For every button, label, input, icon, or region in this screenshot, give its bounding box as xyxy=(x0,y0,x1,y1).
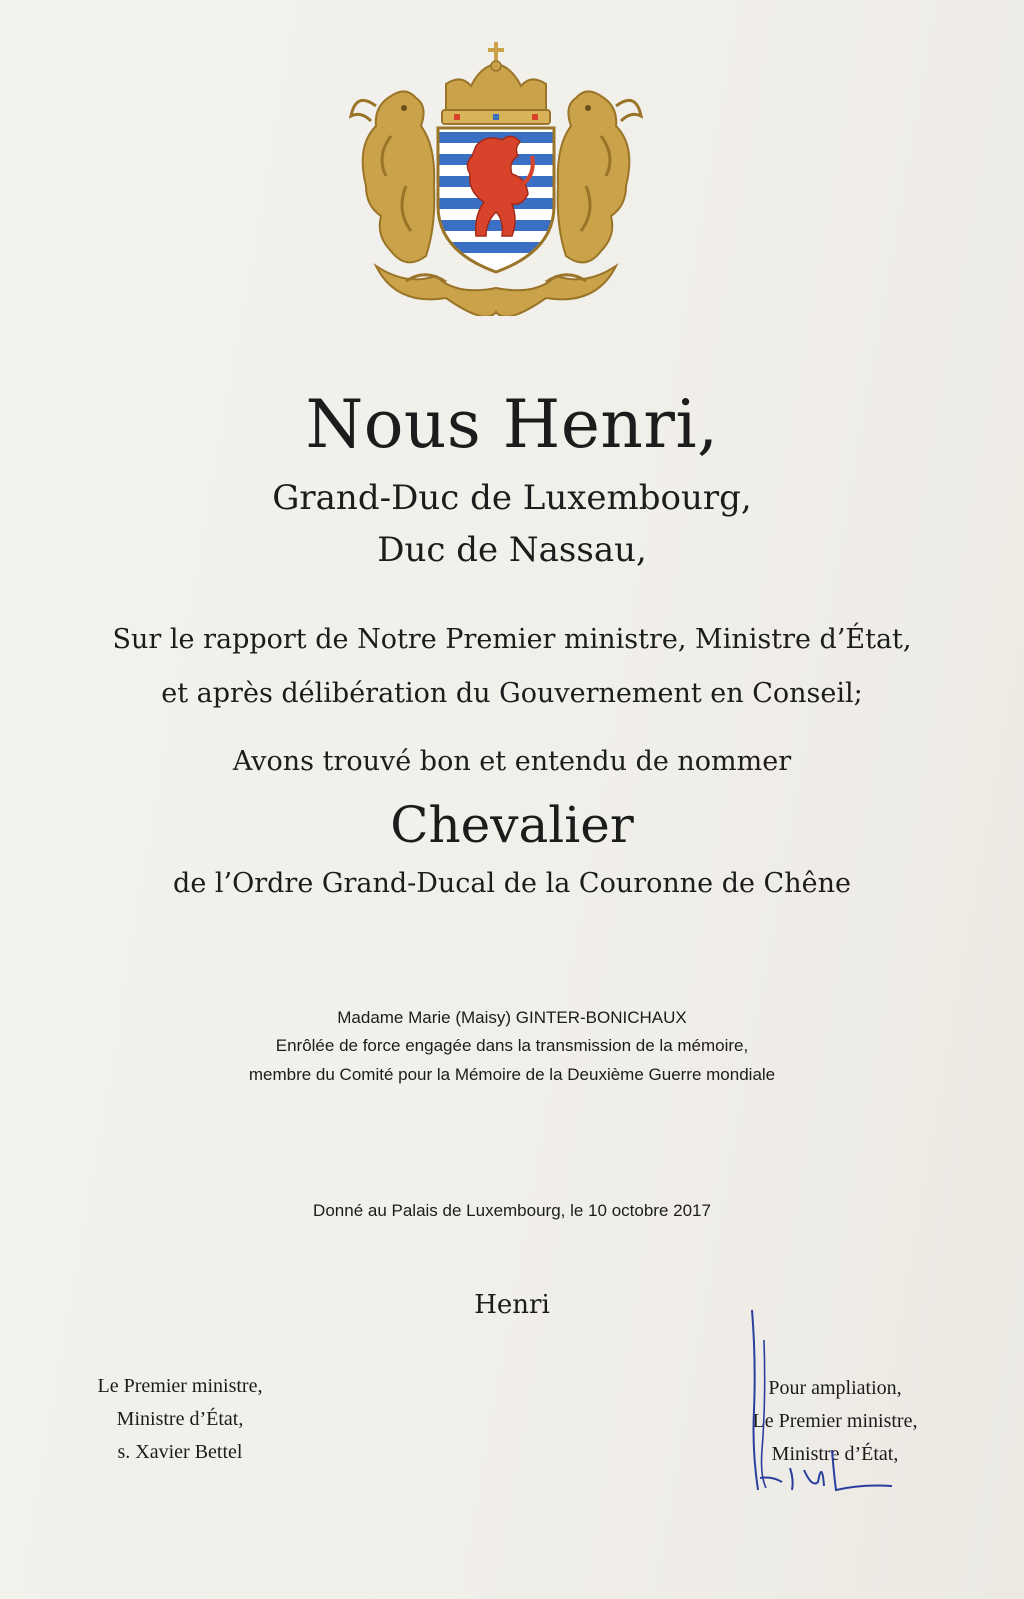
issue-date-place: Donné au Palais de Luxembourg, le 10 octobre 2017 xyxy=(313,1201,711,1220)
left-signature-line-1: Le Premier ministre, xyxy=(97,1375,263,1397)
right-signature-line-2: Le Premier ministre, xyxy=(752,1410,918,1432)
sovereign-signature: Henri xyxy=(474,1290,550,1320)
decree-line-1: Sur le rapport de Notre Premier ministre, Ministre d’État, xyxy=(112,624,912,655)
recipient-description-1: Enrôlée de force engagée dans la transmission de la mémoire, xyxy=(275,1036,749,1055)
handwritten-signature-icon xyxy=(742,1300,912,1530)
right-signature-line-1: Pour ampliation, xyxy=(768,1377,902,1399)
recipient-description-2: membre du Comité pour la Mémoire de la Deuxième Guerre mondiale xyxy=(248,1065,776,1084)
award-rank: Chevalier xyxy=(390,796,634,854)
title-subtitle-grand-duke: Grand-Duc de Luxembourg, xyxy=(272,478,752,518)
award-order: de l’Ordre Grand-Ducal de la Couronne de Chêne xyxy=(173,868,851,899)
decree-line-2: et après délibération du Gouvernement en Conseil; xyxy=(161,678,863,709)
right-signature-line-3: Ministre d’État, xyxy=(771,1443,899,1465)
recipient-name: Madame Marie (Maisy) GINTER-BONICHAUX xyxy=(337,1008,687,1027)
left-signature-line-3: s. Xavier Bettel xyxy=(117,1441,243,1463)
title-subtitle-duke: Duc de Nassau, xyxy=(377,530,647,570)
coat-of-arms-icon xyxy=(336,36,656,316)
left-signature-line-2: Ministre d’État, xyxy=(116,1408,244,1430)
left-signature-block xyxy=(60,1370,300,1469)
page-title: Nous Henri, xyxy=(305,386,719,463)
decree-line-3: Avons trouvé bon et entendu de nommer xyxy=(232,746,792,777)
